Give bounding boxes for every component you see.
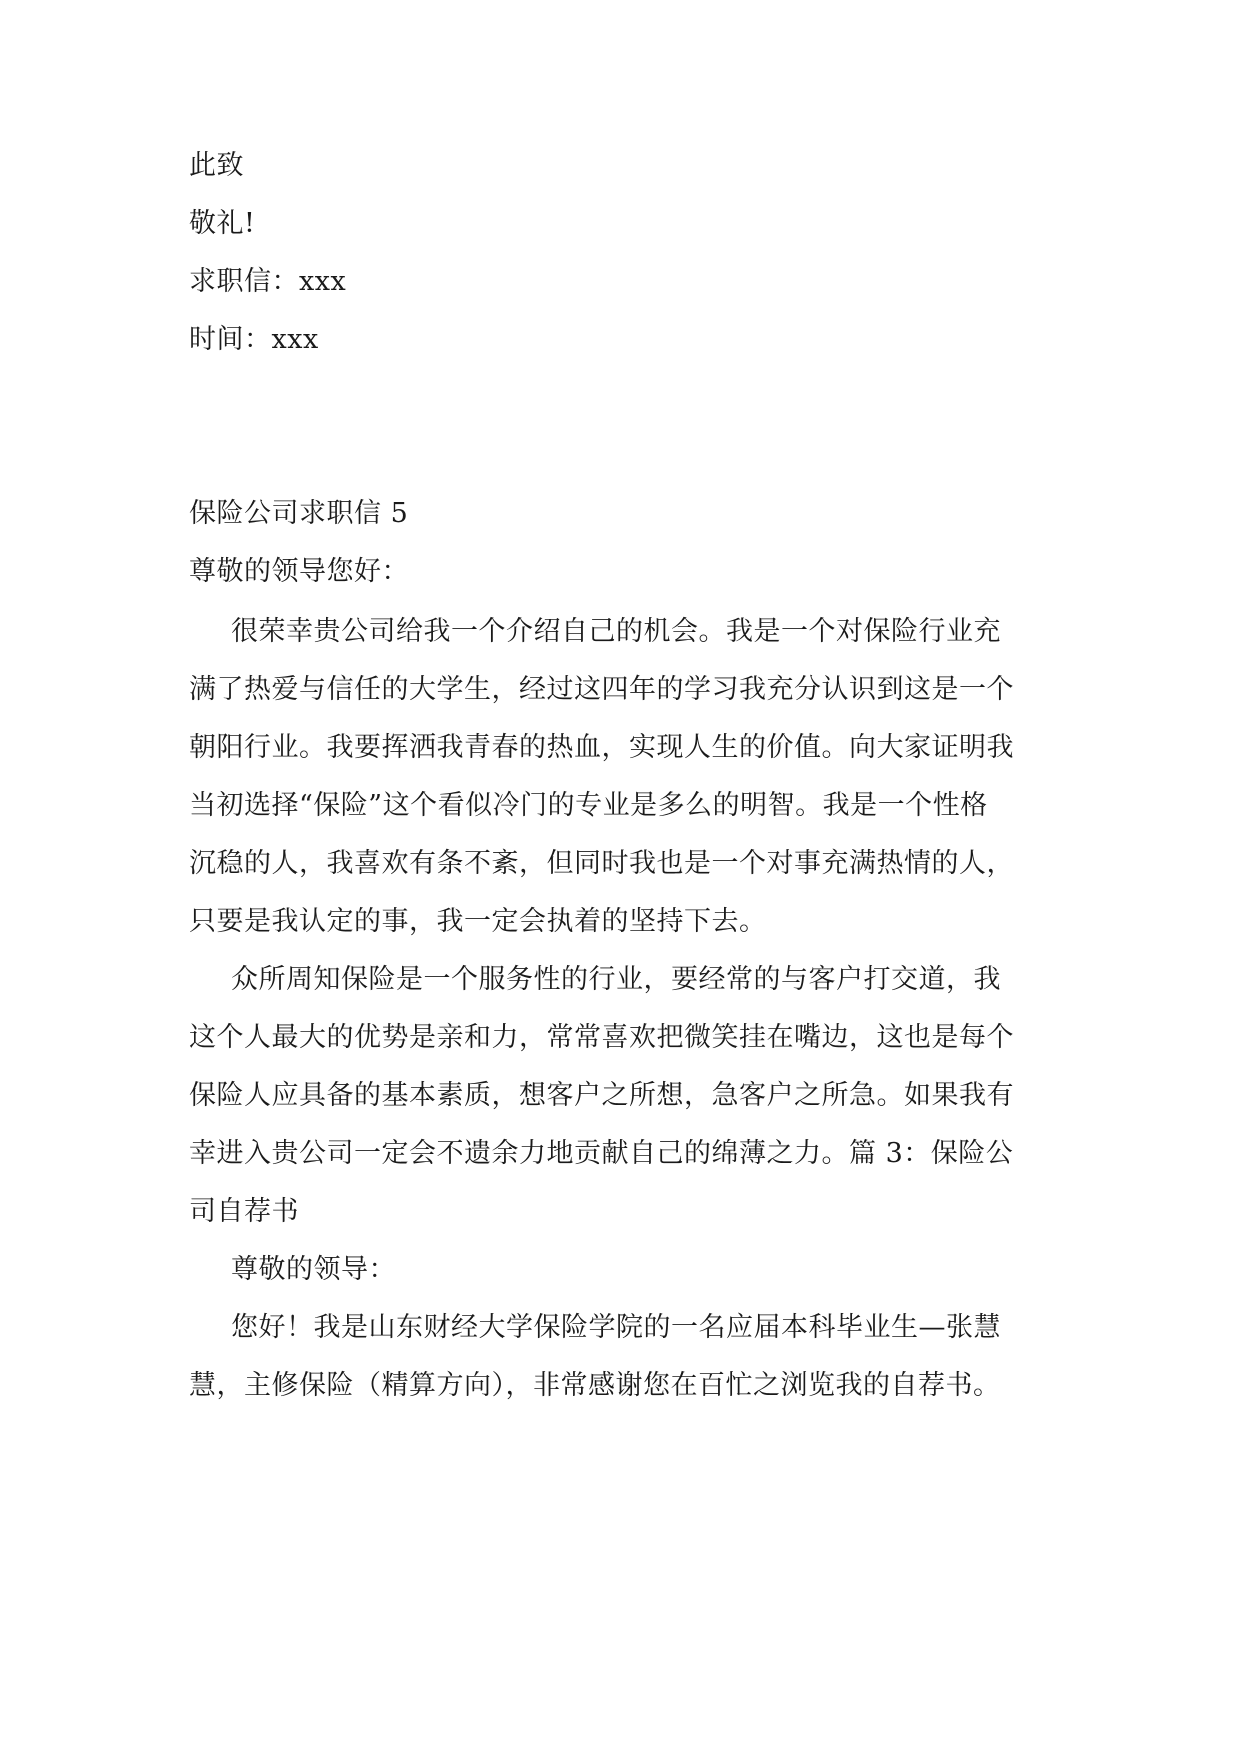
paragraph-line: 沉稳的人，我喜欢有条不紊，但同时我也是一个对事充满热情的人， <box>189 848 1014 879</box>
paragraph-line: 幸进入贵公司一定会不遗余力地贡献自己的绵薄之力。篇 3：保险公 <box>189 1138 1014 1169</box>
date-line: 时间：xxx <box>189 324 319 355</box>
paragraph-line: 司自荐书 <box>189 1196 299 1227</box>
letter-greeting: 尊敬的领导您好： <box>189 556 409 587</box>
paragraph-line: 这个人最大的优势是亲和力，常常喜欢把微笑挂在嘴边，这也是每个 <box>189 1022 1014 1053</box>
paragraph-line: 很荣幸贵公司给我一个介绍自己的机会。我是一个对保险行业充 <box>231 616 1001 647</box>
paragraph-line: 保险人应具备的基本素质，想客户之所想，急客户之所急。如果我有 <box>189 1080 1014 1111</box>
paragraph-line: 朝阳行业。我要挥洒我青春的热血，实现人生的价值。向大家证明我 <box>189 732 1014 763</box>
author-line: 求职信：xxx <box>189 266 347 297</box>
paragraph-line: 慧，主修保险（精算方向），非常感谢您在百忙之浏览我的自荐书。 <box>189 1370 1001 1401</box>
recommendation-greeting: 尊敬的领导： <box>231 1254 396 1285</box>
paragraph-line: 当初选择“保险”这个看似冷门的专业是多么的明智。我是一个性格 <box>189 790 988 821</box>
paragraph-line: 众所周知保险是一个服务性的行业，要经常的与客户打交道，我 <box>231 964 1001 995</box>
closing-salutation: 此致 <box>189 150 244 181</box>
paragraph-line: 满了热爱与信任的大学生，经过这四年的学习我充分认识到这是一个 <box>189 674 1014 705</box>
paragraph-line: 您好！我是山东财经大学保险学院的一名应届本科毕业生—张慧 <box>231 1312 1001 1343</box>
closing-regards: 敬礼! <box>189 208 256 239</box>
letter-title: 保险公司求职信 5 <box>189 498 409 529</box>
paragraph-line: 只要是我认定的事，我一定会执着的坚持下去。 <box>189 906 767 937</box>
